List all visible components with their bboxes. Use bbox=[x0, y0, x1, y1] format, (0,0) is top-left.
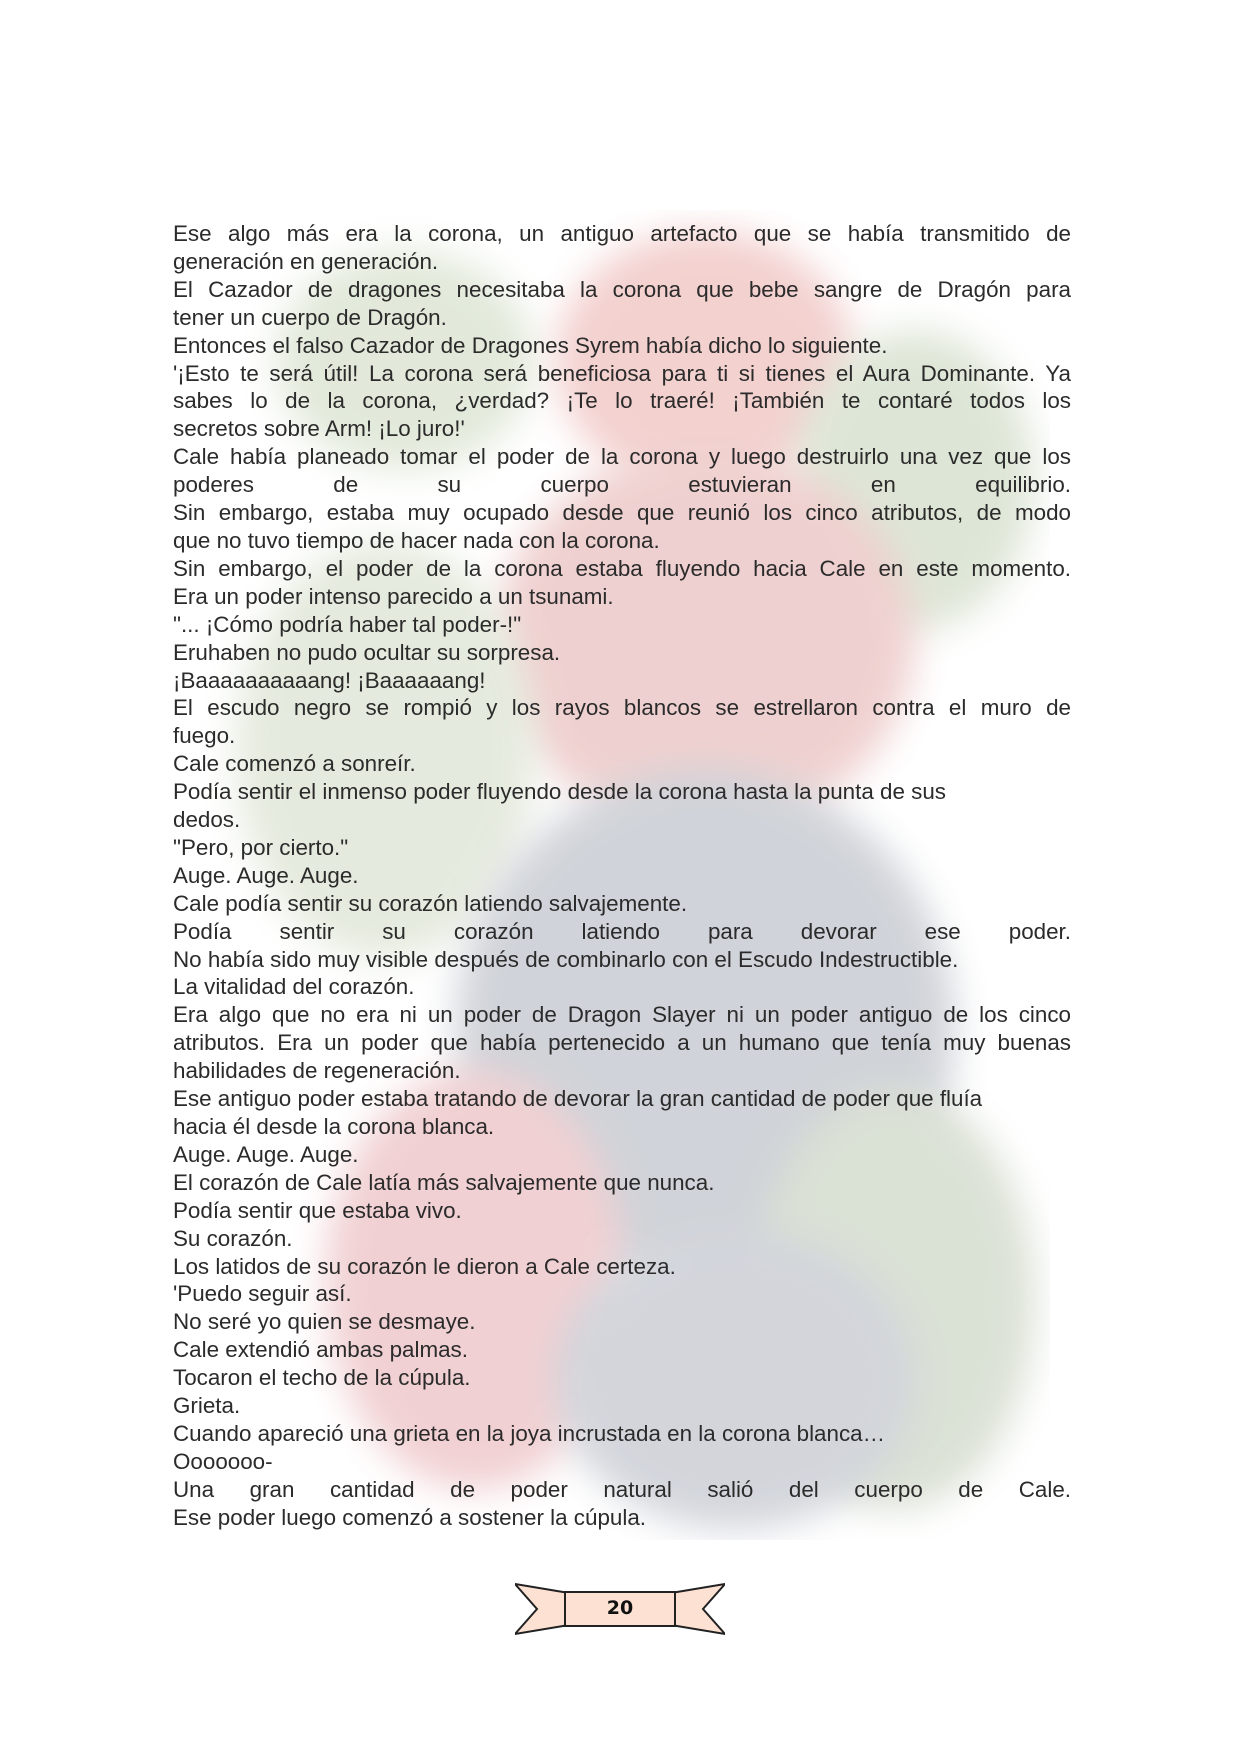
text-line: "... ¡Cómo podría haber tal poder-!" bbox=[173, 611, 522, 637]
text-line: "Pero, por cierto." bbox=[173, 834, 349, 860]
text-line: Auge. Auge. Auge. bbox=[173, 1141, 359, 1167]
text-line: Una gran cantidad de poder natural salió del cuerpo de Cale. bbox=[173, 1476, 1071, 1502]
text-line: Era algo que no era ni un poder de Dragon Slayer ni un poder antiguo de los cinco bbox=[173, 1002, 1071, 1028]
text-line: secretos sobre Arm! ¡Lo juro!' bbox=[173, 416, 465, 442]
text-line: atributos. Era un poder que había pertenecido a un humano que tenía muy buenas bbox=[173, 1030, 1071, 1056]
text-line: tener un cuerpo de Dragón. bbox=[173, 304, 447, 330]
text-line: habilidades de regeneración. bbox=[173, 1058, 461, 1084]
text-line: que no tuvo tiempo de hacer nada con la corona. bbox=[173, 527, 660, 553]
text-line: sabes lo de la corona, ¿verdad? ¡Te lo traeré! ¡También te contaré todos los bbox=[173, 388, 1071, 414]
text-line: Cuando apareció una grieta en la joya incrustada en la corona blanca… bbox=[173, 1420, 885, 1446]
page-number: 20 bbox=[606, 1597, 634, 1619]
text-line: hacia él desde la corona blanca. bbox=[173, 1114, 495, 1139]
text-line: Los latidos de su corazón le dieron a Cale certeza. bbox=[173, 1253, 676, 1279]
text-line: Podía sentir su corazón latiendo para devorar ese poder. bbox=[173, 918, 1071, 944]
text-line: Podía sentir el inmenso poder fluyendo desde la corona hasta la punta de sus bbox=[173, 779, 946, 805]
text-line: generación en generación. bbox=[173, 248, 439, 274]
text-line: Tocaron el techo de la cúpula. bbox=[173, 1365, 471, 1391]
text-line: No seré yo quien se desmaye. bbox=[173, 1309, 476, 1335]
text-line: Su corazón. bbox=[173, 1225, 293, 1251]
text-line: Cale extendió ambas palmas. bbox=[173, 1337, 468, 1363]
text-line: Eruhaben no pudo ocultar su sorpresa. bbox=[173, 639, 561, 665]
text-line: fuego. bbox=[173, 723, 236, 749]
text-line: La vitalidad del corazón. bbox=[173, 974, 415, 1000]
text-line: Auge. Auge. Auge. bbox=[173, 862, 359, 888]
text-line: Grieta. bbox=[173, 1393, 241, 1419]
text-line: Era un poder intenso parecido a un tsunami. bbox=[173, 583, 614, 609]
text-line: '¡Esto te será útil! La corona será beneficiosa para ti si tienes el Aura Dominante. Ya bbox=[173, 360, 1071, 386]
text-line: Ooooooo- bbox=[173, 1448, 273, 1474]
text-line: Ese poder luego comenzó a sostener la cúpula. bbox=[173, 1504, 646, 1530]
text-line: El escudo negro se rompió y los rayos blancos se estrellaron contra el muro de bbox=[173, 695, 1071, 721]
text-line: Entonces el falso Cazador de Dragones Syrem había dicho lo siguiente. bbox=[173, 332, 888, 358]
body-text bbox=[173, 220, 1071, 1532]
text-line: El corazón de Cale latía más salvajemente que nunca. bbox=[173, 1169, 715, 1195]
text-line: 'Puedo seguir así. bbox=[173, 1281, 352, 1307]
text-line: dedos. bbox=[173, 807, 241, 833]
text-line: Ese algo más era la corona, un antiguo artefacto que se había transmitido de bbox=[173, 221, 1071, 246]
text-line: Cale podía sentir su corazón latiendo salvajemente. bbox=[173, 890, 688, 916]
text-line: Podía sentir que estaba vivo. bbox=[173, 1197, 462, 1223]
text-line: Cale había planeado tomar el poder de la corona y luego destruirlo una vez que los bbox=[173, 444, 1071, 470]
text-line: Sin embargo, estaba muy ocupado desde que reunió los cinco atributos, de modo bbox=[173, 500, 1071, 526]
text-line: Sin embargo, el poder de la corona estaba fluyendo hacia Cale en este momento. bbox=[173, 555, 1071, 581]
text-line: El Cazador de dragones necesitaba la corona que bebe sangre de Dragón para bbox=[173, 276, 1071, 302]
text-line: poderes de su cuerpo estuvieran en equilibrio. bbox=[173, 472, 1071, 498]
text-line: ¡Baaaaaaaaaang! ¡Baaaaaang! bbox=[173, 667, 486, 693]
text-line: Cale comenzó a sonreír. bbox=[173, 751, 416, 777]
text-line: Ese antiguo poder estaba tratando de devorar la gran cantidad de poder que fluía bbox=[173, 1086, 983, 1112]
text-line: No había sido muy visible después de combinarlo con el Escudo Indestructible. bbox=[173, 946, 959, 972]
